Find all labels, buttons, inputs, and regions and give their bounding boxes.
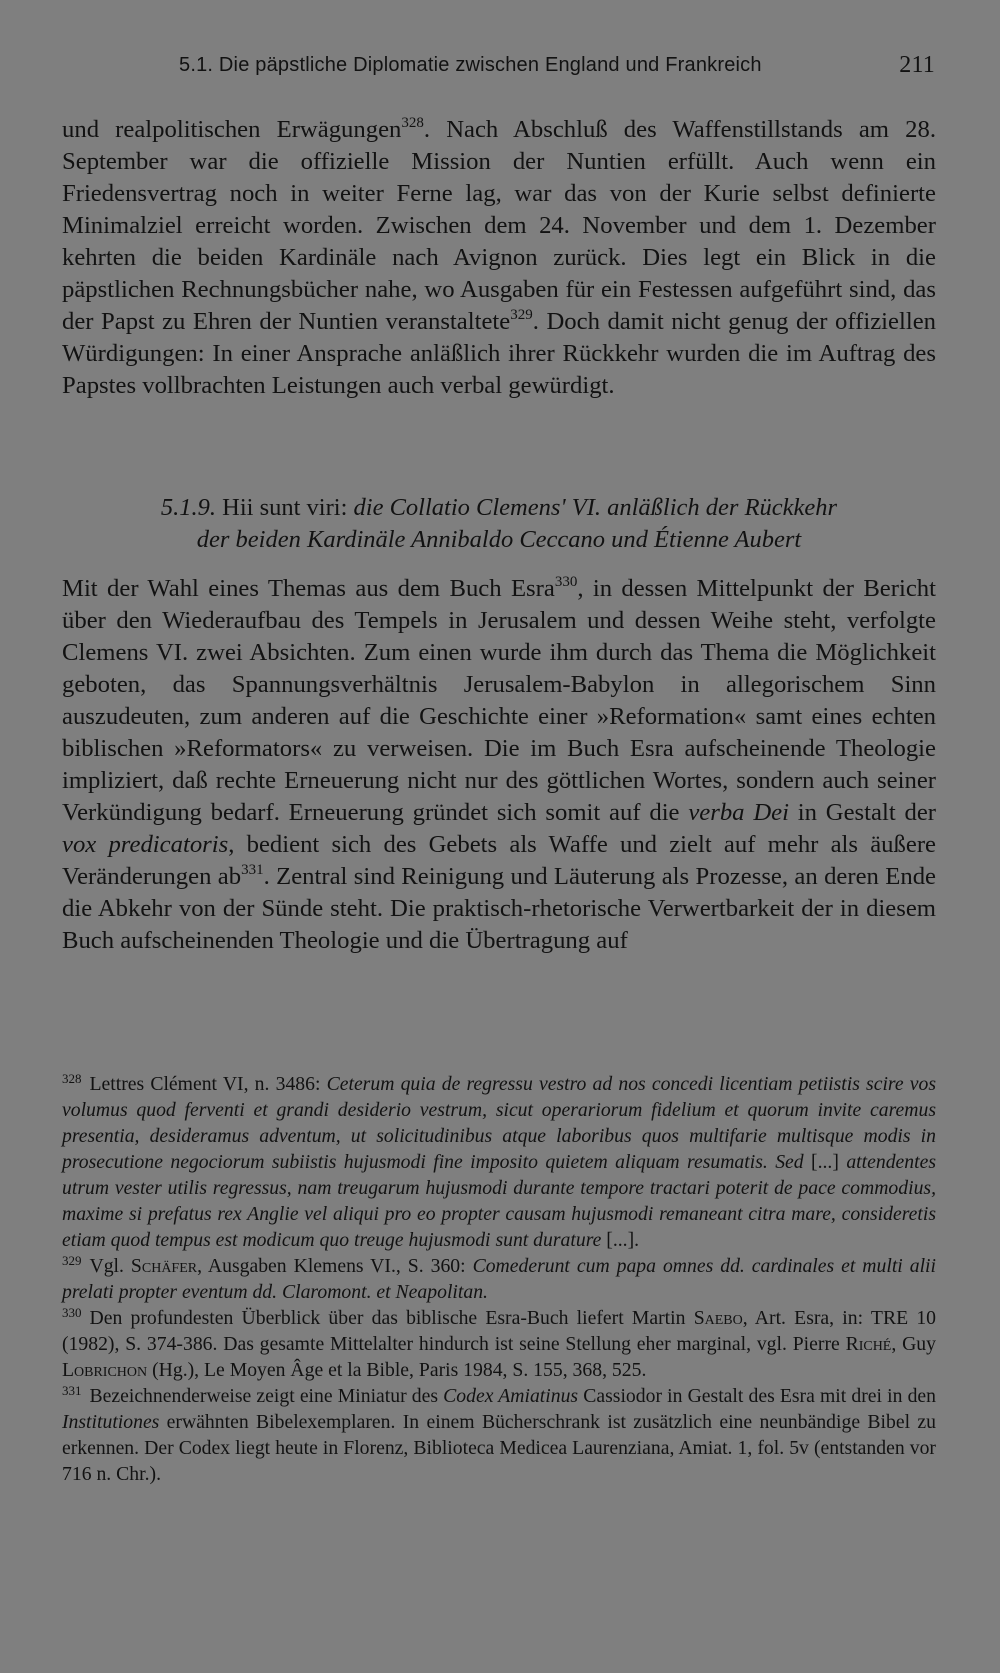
footnote-ref-331[interactable]: 331 (241, 862, 264, 878)
footnote-ref-328[interactable]: 328 (401, 115, 424, 131)
footnote-328 (62, 1071, 936, 1253)
paragraph-2-italic-1: verba Dei (688, 799, 789, 826)
paragraph-2-text-a: Mit der Wahl eines Themas aus dem Buch Esra (62, 575, 555, 602)
footnote-mark-330: 330 (62, 1305, 82, 1320)
section-heading-title: die Collatio Clemens' VI. anläßlich der Rückkehr (353, 494, 838, 521)
paragraph-2-text-c: in Gestalt der (788, 799, 936, 826)
footnotes (62, 1071, 936, 1487)
paragraph-2-text-d: , bedient sich des Gebets als Waffe und zielt auf mehr als äußere Veränderungen ab (62, 831, 936, 890)
author-name-riche: Riché (845, 1333, 892, 1355)
footnote-328-italic-1: Ceterum quia de regressu vestro ad nos concedi licentiam petiistis scire vos volumus quod ferventi et grandi desiderio vestrum, sicut operariorum fidelium et quorum invite caremus presentia, desideramus adventum, ut solicitudinibus atque laboribus quos multifarie multisque modis in prosecutione negociorum subiistis hujusmodi fine imposito quietem aliquam resumatis. Sed (62, 1073, 936, 1173)
footnote-329-text-a: Vgl. (89, 1255, 131, 1277)
page-number: 211 (899, 52, 935, 78)
footnote-329 (62, 1253, 936, 1305)
section-heading-line-1 (62, 492, 936, 524)
footnote-330-text-b: , Art. Esra, in: TRE 10 (1982), S. 374-386. Das gesamte Mittelalter hindurch ist seine Stellung eher marginal, vgl. Pierre (62, 1307, 937, 1355)
footnote-331-italic-2: Institutiones (62, 1411, 160, 1433)
footnote-331-text-c: erwähnten Bibelexemplaren. In einem Bücherschrank ist zusätzlich eine neunbändige Bibel zu erkennen. Der Codex liegt heute in Florenz, Biblioteca Medicea Laurenziana, Amiat. 1, fol. 5v (entstanden vor 716 n. Chr.). (62, 1411, 936, 1485)
paragraph-1-text-a: und realpolitischen Erwägungen (62, 116, 402, 143)
footnote-ref-330[interactable]: 330 (554, 574, 578, 590)
footnote-331-text-a: Bezeichnenderweise zeigt eine Miniatur des (89, 1385, 444, 1407)
paragraph-1 (62, 114, 936, 402)
footnote-328-italic-2: attendentes utrum vester utilis regressus, nam treugarum hujusmodi durante tempore tractari poterit de pace commodius, maxime si prefatus rex Anglie vel aliqui pro eo propter causam hujusmodi remaneant citra mare, consideretis etiam quod tempus est modicum quo treuge hujusmodi sunt durature (62, 1151, 936, 1251)
footnote-328-text-c: [...]. (601, 1229, 640, 1251)
footnote-329-italic: Comederunt cum papa omnes dd. cardinales et multi alii prelati propter eventum dd. Claromont. et Neapolitan. (62, 1255, 936, 1303)
section-heading-line-2: der beiden Kardinäle Annibaldo Ceccano und Étienne Aubert (196, 526, 802, 553)
running-header-title: 5.1. Die päpstliche Diplomatie zwischen England und Frankreich (179, 54, 762, 76)
author-name-lobrichon: Lobrichon (62, 1359, 148, 1381)
footnote-330 (62, 1305, 936, 1383)
footnote-329-text-b: , Ausgaben Klemens VI., S. 360: (197, 1255, 473, 1277)
footnote-328-text-a: Lettres Clément VI, n. 3486: (89, 1073, 327, 1095)
paragraph-2-italic-2: vox predicatoris (62, 831, 229, 858)
footnote-mark-331: 331 (62, 1383, 82, 1398)
footnote-ref-329[interactable]: 329 (510, 307, 533, 323)
author-name-schaefer: Schäfer (130, 1255, 198, 1277)
paragraph-1-text-b: . Nach Abschluß des Waffenstillstands am 28. September war die offizielle Mission der Nuntien erfüllt. Auch wenn ein Friedensvertrag noch in weiter Ferne lag, war das von der Kurie selbst definierte Minimalziel erreicht worden. Zwischen dem 24. November und dem 1. Dezember kehrten die beiden Kardinäle nach Avignon zurück. Dies legt ein Blick in die päpstlichen Rechnungsbücher nahe, wo Ausgaben für ein Festessen aufgeführt sind, das der Papst zu Ehren der Nuntien veranstaltete (62, 116, 936, 335)
section-heading (62, 492, 936, 556)
footnote-331-text-b: Cassiodor in Gestalt des Esra mit drei in den (578, 1385, 937, 1407)
footnote-330-text-d: (Hg.), Le Moyen Âge et la Bible, Paris 1984, S. 155, 368, 525. (147, 1359, 647, 1381)
author-name-saebo: Saebo (693, 1307, 743, 1329)
paragraph-2-text-b: , in dessen Mittelpunkt der Bericht über den Wiederaufbau des Tempels in Jerusalem und dessen Weihe steht, verfolgte Clemens VI. zwei Absichten. Zum einen wurde ihm durch das Thema die Möglichkeit geboten, das Spannungsverhältnis Jerusalem-Babylon in allegorischem Sinn auszudeuten, zum anderen auf die Geschichte einer »Reformation« samt eines echten biblischen »Reformators« zu verweisen. Die im Buch Esra aufscheinende Theologie impliziert, daß rechte Erneuerung nicht nur des göttlichen Wortes, sondern auch seiner Verkündigung bedarf. Erneuerung gründet sich somit auf die (62, 575, 936, 826)
footnote-328-text-b: [...] (803, 1151, 847, 1173)
section-number: 5.1.9. (160, 494, 217, 521)
footnote-330-text-a: Den profundesten Überblick über das biblische Esra-Buch liefert Martin (89, 1307, 694, 1329)
paragraph-1-text-c: . Doch damit nicht genug der offiziellen Würdigungen: In einer Ansprache anläßlich ihrer Rückkehr wurden die im Auftrag des Papstes vollbrachten Leistungen auch verbal gewürdigt. (62, 308, 936, 399)
paragraph-2 (62, 573, 936, 957)
section-heading-lead: Hii sunt viri: (222, 494, 348, 521)
paragraph-2-text-e: . Zentral sind Reinigung und Läuterung als Prozesse, an deren Ende die Abkehr von der Sünde steht. Die praktisch-rhetorische Verwertbarkeit der in diesem Buch aufscheinenden Theologie und die Übertragung auf (62, 863, 936, 954)
footnote-mark-328: 328 (62, 1071, 82, 1086)
footnote-330-text-c: , Guy (891, 1333, 936, 1355)
footnote-331-italic-1: Codex Amiatinus (443, 1385, 579, 1407)
footnote-331 (62, 1383, 936, 1487)
footnote-mark-329: 329 (62, 1253, 82, 1268)
